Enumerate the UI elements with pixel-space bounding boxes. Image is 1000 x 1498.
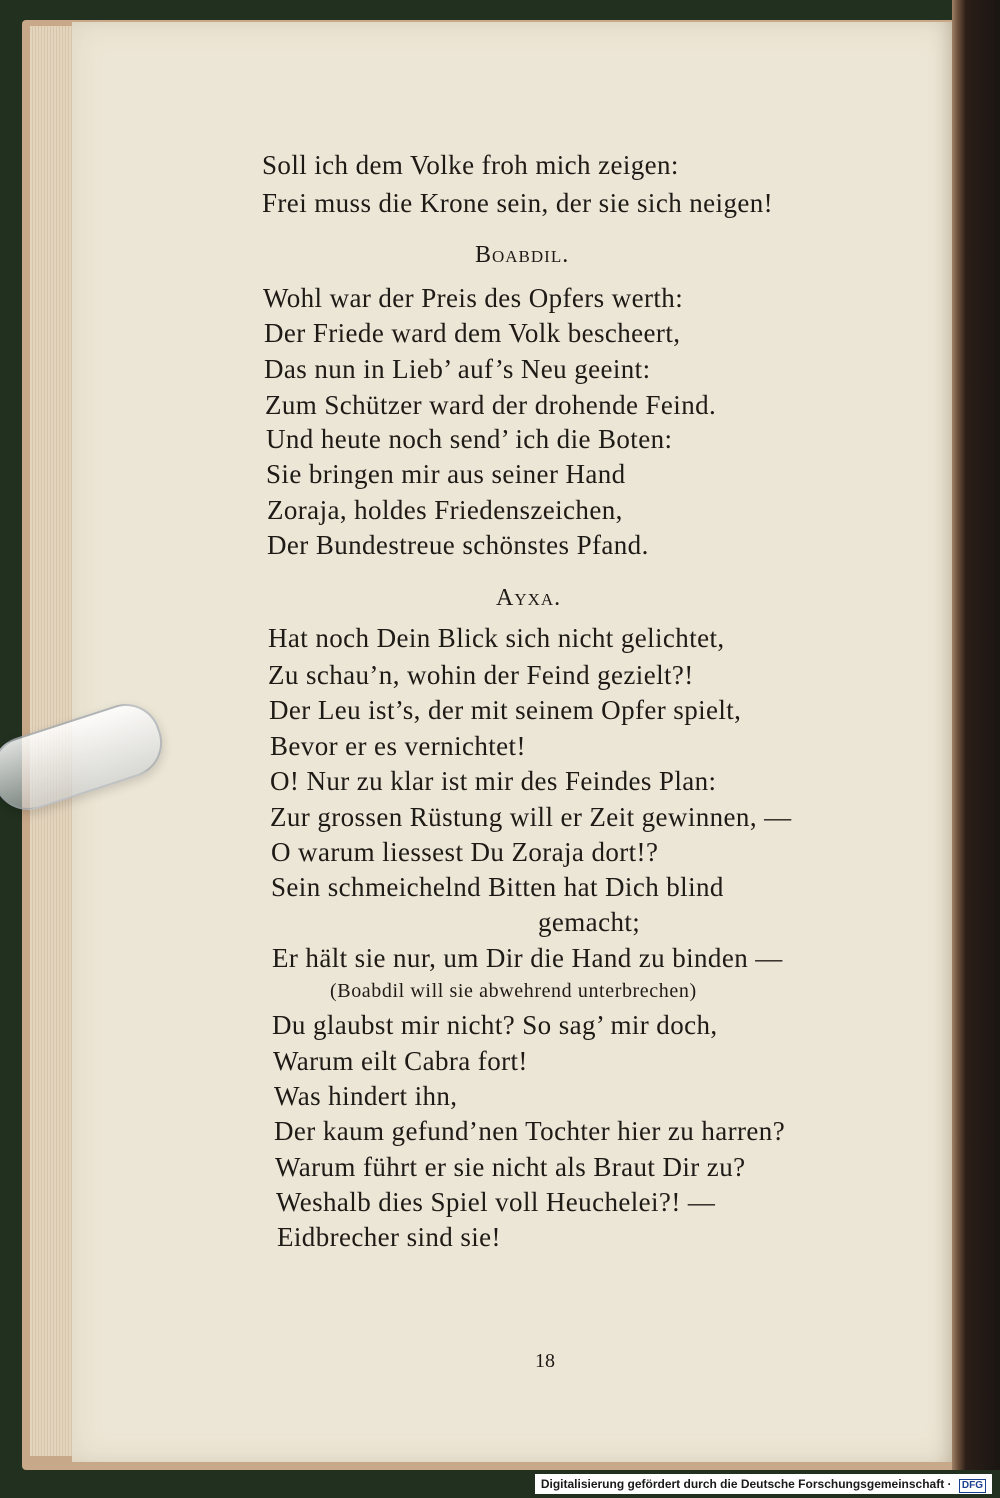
- verse-line: Sie bringen mir aus seiner Hand: [266, 459, 626, 489]
- verse-line: Frei muss die Krone sein, der sie sich neigen!: [262, 188, 774, 218]
- verse-line: Du glaubst mir nicht? So sag’ mir doch,: [272, 1010, 718, 1040]
- verse-line: Warum führt er sie nicht als Braut Dir zu?: [275, 1152, 746, 1182]
- verse-line: Weshalb dies Spiel voll Heuchelei?! —: [276, 1187, 716, 1217]
- page-number: 18: [535, 1350, 555, 1372]
- verse-line: Zur grossen Rüstung will er Zeit gewinnen, —: [270, 802, 792, 832]
- verse-line: Zum Schützer ward der drohende Feind.: [265, 390, 717, 420]
- verse-line: Warum eilt Cabra fort!: [273, 1046, 528, 1076]
- verse-line: gemacht;: [538, 907, 641, 937]
- verse-line: Bevor er es vernichtet!: [270, 731, 526, 761]
- verse-line: Der Bundestreue schönstes Pfand.: [267, 530, 649, 560]
- stage-direction: (Boabdil will sie abwehrend unterbrechen): [330, 980, 697, 1002]
- verse-line: Sein schmeichelnd Bitten hat Dich blind: [271, 872, 724, 902]
- verse-line: Eidbrecher sind sie!: [277, 1222, 501, 1252]
- credit-text: Digitalisierung gefördert durch die Deutsche Forschungsgemeinschaft ·: [540, 1477, 952, 1491]
- dfg-logo: DFG: [959, 1479, 986, 1493]
- verse-line: Hat noch Dein Blick sich nicht gelichtet,: [268, 623, 725, 653]
- verse-line: Zu schau’n, wohin der Feind gezielt?!: [268, 660, 694, 690]
- verse-line: Der Leu ist’s, der mit seinem Opfer spielt,: [269, 695, 742, 725]
- verse-line: Was hindert ihn,: [274, 1081, 458, 1111]
- speaker-name: Boabdil.: [475, 242, 570, 268]
- verse-line: Und heute noch send’ ich die Boten:: [266, 424, 673, 454]
- verse-line: Wohl war der Preis des Opfers werth:: [263, 283, 684, 313]
- verse-line: Das nun in Lieb’ auf’s Neu geeint:: [264, 354, 651, 384]
- speaker-name: Ayxa.: [496, 585, 562, 611]
- verse-line: Soll ich dem Volke froh mich zeigen:: [262, 150, 679, 180]
- verse-line: Der Friede ward dem Volk bescheert,: [264, 318, 681, 348]
- verse-line: Der kaum gefund’nen Tochter hier zu harren?: [274, 1116, 786, 1146]
- digitization-credit: [535, 1474, 992, 1494]
- verse-line: O warum liessest Du Zoraja dort!?: [271, 837, 659, 867]
- verse-line: O! Nur zu klar ist mir des Feindes Plan:: [270, 766, 717, 796]
- verse-line: Er hält sie nur, um Dir die Hand zu binden —: [272, 943, 783, 973]
- verse-line: Zoraja, holdes Friedenszeichen,: [267, 495, 623, 525]
